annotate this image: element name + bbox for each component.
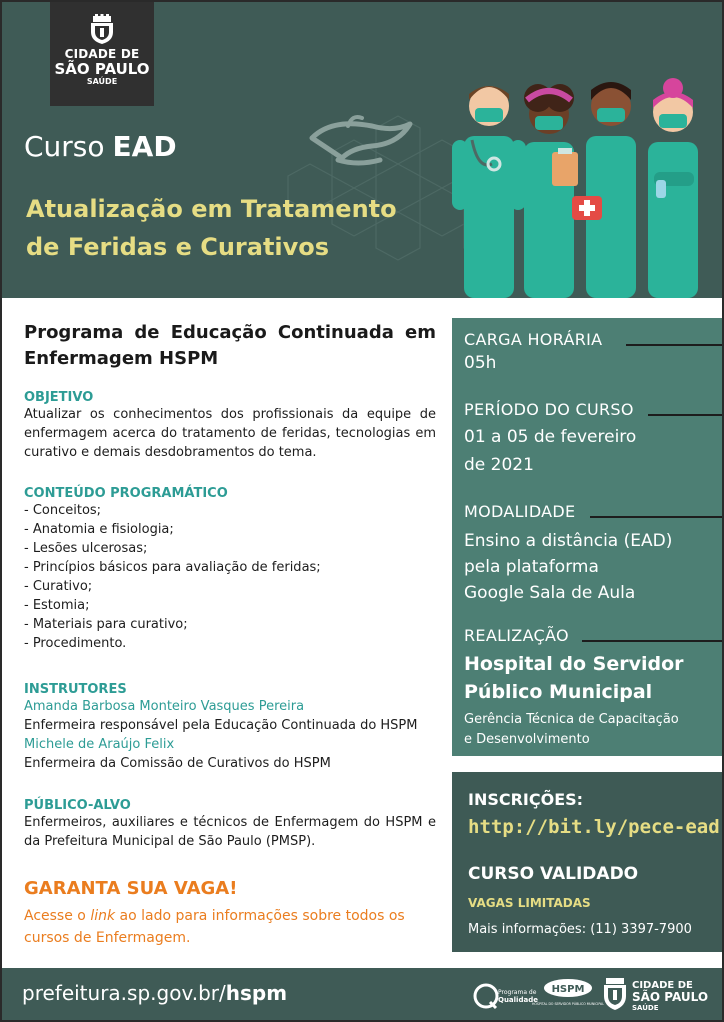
hspm-sub-text: HOSPITAL DO SERVIDOR PÚBLICO MUNICIPAL [532,1002,604,1006]
conteudo-item: - Anatomia e fisiologia; [24,522,174,537]
course-title [26,190,446,266]
course-title-line2: de Feridas e Curativos [26,233,330,261]
nurses-illustration [442,60,722,298]
footer [2,968,722,1020]
curso-validado: CURSO VALIDADO [468,864,639,884]
divider [626,344,722,346]
vagas-limitadas: VAGAS LIMITADAS [468,896,591,910]
conteudo-item: - Procedimento. [24,636,127,651]
cta-heading: GARANTA SUA VAGA! [24,878,238,899]
brand-line3: SAÚDE [86,77,118,86]
footer-url[interactable] [22,981,287,1005]
course-label [24,130,177,163]
realizacao-sub2: e Desenvolvimento [464,732,590,747]
hspm-badge-text: HSPM [551,984,585,995]
periodo-line2: de 2021 [464,455,534,475]
instrutor-name: Michele de Araújo Felix [24,737,175,752]
objetivo-text: Atualizar os conhecimentos dos profissionais da equipe de enfermagem acerca do tratamento de feridas, tecnologias em curativo e demais desdobramentos do tema. [24,407,436,460]
conteudo-item: - Curativo; [24,579,93,594]
quality-program-logo [472,976,538,1012]
section-conteudo [24,486,436,653]
divider [582,640,722,642]
modalidade-line3: Google Sala de Aula [464,583,636,603]
brand-line2: SÃO PAULO [54,60,150,78]
modalidade-line1: Ensino a distância (EAD) [464,531,673,551]
instrutores-heading: INSTRUTORES [24,682,127,697]
inscricoes-label: INSCRIÇÕES: [468,790,584,809]
quality-line2: Qualidade [498,996,538,1004]
contact-info: Mais informações: (11) 3397-7900 [468,922,692,937]
course-label-light: Curso [24,130,105,163]
nursing-lamp-icon [302,110,422,174]
city-logo [50,2,154,106]
section-instrutores [24,682,436,773]
modalidade-line2: pela plataforma [464,557,599,577]
registration-panel [452,772,722,952]
footer-brand-line3: SAÚDE [632,1004,659,1012]
carga-value: 05h [464,353,497,373]
publico-heading: PÚBLICO-ALVO [24,798,131,813]
hspm-logo [532,978,604,1012]
cta-text-after: ao lado para informações sobre todos os cursos de Enfermagem. [24,908,405,946]
periodo-line1: 01 a 05 de fevereiro [464,427,637,447]
conteudo-item: - Estomia; [24,598,90,613]
program-title: Programa de Educação Continuada em Enfermagem HSPM [24,322,436,369]
conteudo-item: - Conceitos; [24,503,102,518]
footer-brand-line2: SÃO PAULO [632,990,709,1004]
publico-text: Enfermeiros, auxiliares e técnicos de Enfermagem do HSPM e da Prefeitura Municipal de São Paulo (PMSP). [24,815,436,849]
nurse-2-icon [524,84,578,298]
course-info-panel [452,318,722,756]
quality-logo-icon [472,976,538,1012]
realizacao-line2: Público Municipal [464,681,653,703]
course-label-bold: EAD [112,130,177,163]
nurse-4-icon [648,78,698,298]
footer-brand-line1: CIDADE DE [632,980,693,991]
crest-icon [87,14,117,44]
nurse-1-icon [452,86,526,298]
conteudo-item: - Materiais para curativo; [24,617,188,632]
cta-text [24,905,436,949]
hspm-logo-icon [532,978,604,1012]
cta-link-word: link [90,908,116,924]
periodo-label: PERÍODO DO CURSO [464,400,634,419]
footer-city-logo [602,976,718,1014]
cta-text-before: Acesse o [24,908,91,924]
divider [648,414,722,416]
instrutor-role: Enfermeira responsável pela Educação Continuada do HSPM [24,718,418,733]
section-objetivo [24,390,436,462]
instrutor-role: Enfermeira da Comissão de Curativos do HSPM [24,756,331,771]
section-publico [24,798,436,851]
conteudo-item: - Lesões ulcerosas; [24,541,148,556]
nurse-3-icon [572,82,636,298]
objetivo-heading: OBJETIVO [24,390,94,405]
registration-link[interactable]: http://bit.ly/pece-ead [468,816,720,838]
brand-line1: CIDADE DE [64,47,140,61]
footer-url-plain: prefeitura.sp.gov.br/ [22,981,226,1005]
section-cta [24,878,436,949]
quality-line1: Programa de [498,989,537,996]
conteudo-item: - Princípios básicos para avaliação de feridas; [24,560,321,575]
instrutor-name: Amanda Barbosa Monteiro Vasques Pereira [24,699,305,714]
conteudo-heading: CONTEÚDO PROGRAMÁTICO [24,486,228,501]
course-title-line1: Atualização em Tratamento [26,195,397,223]
realizacao-line1: Hospital do Servidor [464,653,684,675]
realizacao-label: REALIZAÇÃO [464,626,569,645]
modalidade-label: MODALIDADE [464,502,576,521]
header-banner [2,2,722,298]
divider [590,516,722,518]
carga-label: CARGA HORÁRIA [464,330,603,349]
realizacao-sub1: Gerência Técnica de Capacitação [464,712,679,727]
footer-url-bold: hspm [225,981,288,1005]
footer-city-logo-icon [602,976,718,1014]
